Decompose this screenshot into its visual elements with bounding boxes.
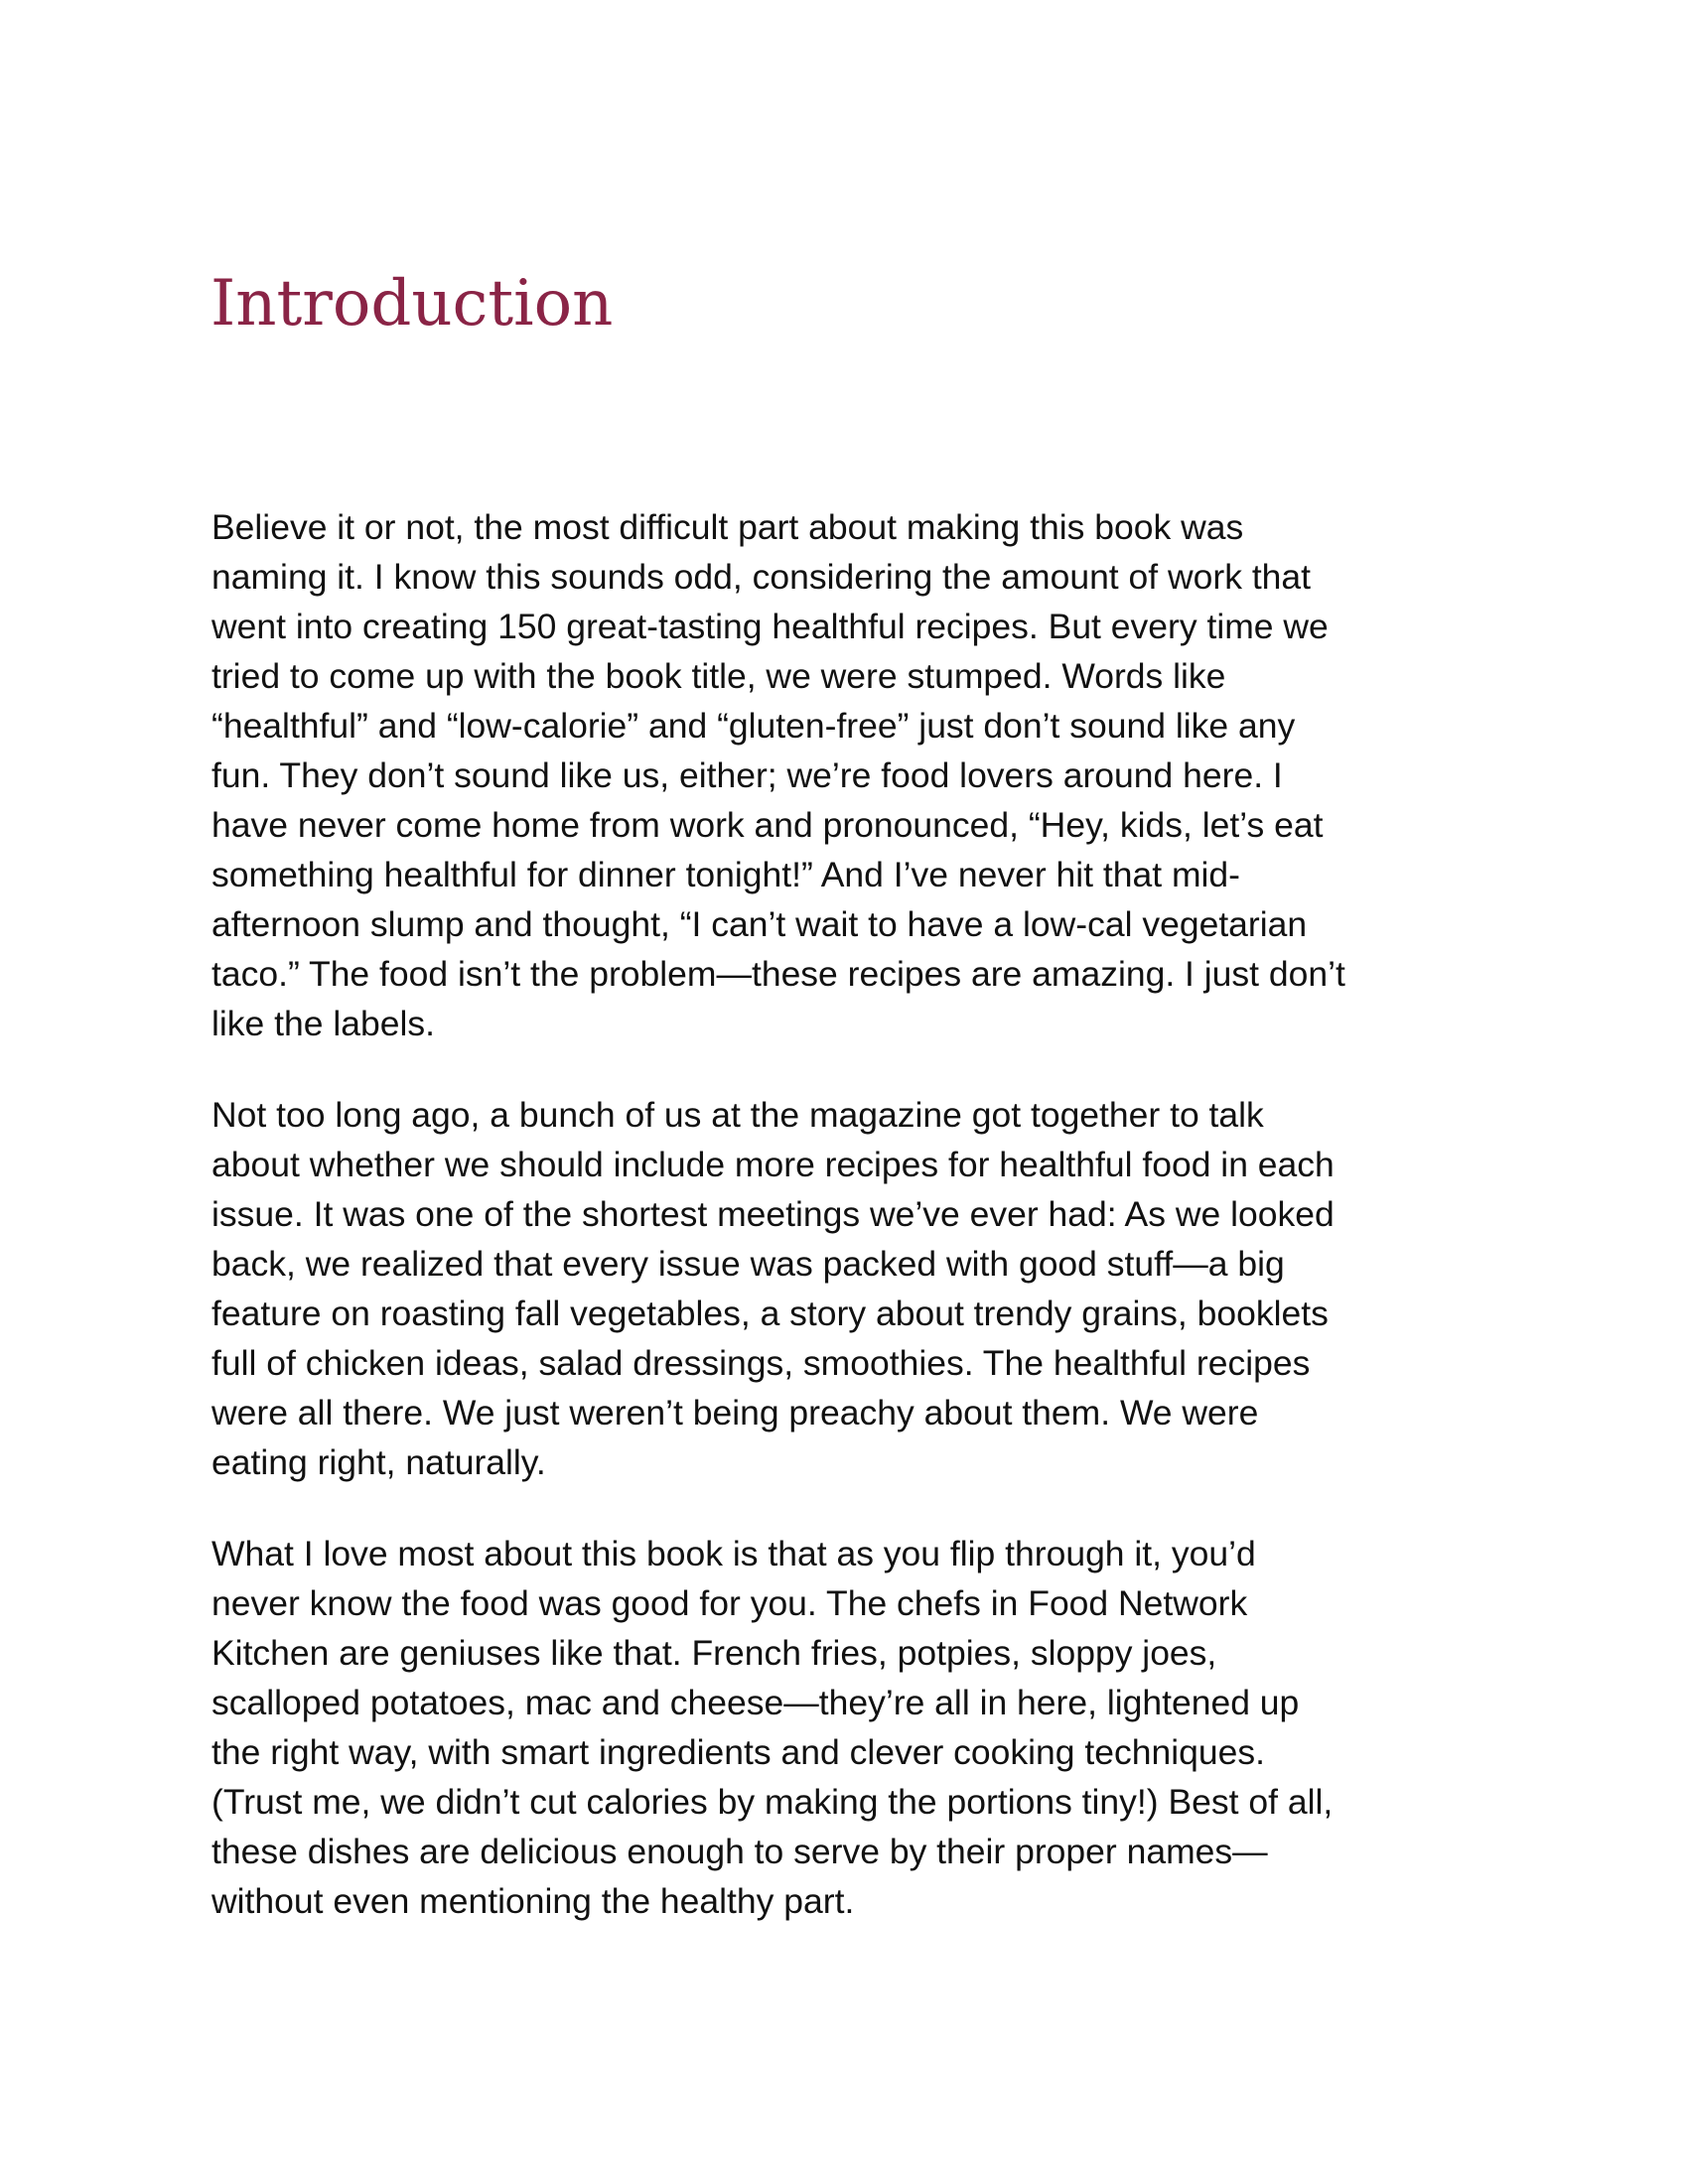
text-line: something healthful for dinner tonight!” And I’ve never hit that mid-: [211, 855, 1241, 894]
text-line: never know the food was good for you. The chefs in Food Network: [211, 1583, 1248, 1623]
text-line: scalloped potatoes, mac and cheese—they’re all in here, lightened up: [211, 1683, 1300, 1722]
text-line: without even mentioning the healthy part.: [211, 1881, 855, 1921]
text-line: fun. They don’t sound like us, either; we’re food lovers around here. I: [211, 755, 1283, 795]
text-line: feature on roasting fall vegetables, a story about trendy grains, booklets: [211, 1294, 1329, 1333]
text-line: naming it. I know this sounds odd, considering the amount of work that: [211, 557, 1312, 597]
text-line: taco.” The food isn’t the problem—these recipes are amazing. I just don’t: [211, 954, 1345, 994]
text-line: eating right, naturally.: [211, 1442, 546, 1482]
paragraph-1: [211, 502, 1502, 1048]
text-line: like the labels.: [211, 1004, 435, 1043]
text-line: tried to come up with the book title, we were stumped. Words like: [211, 656, 1226, 696]
text-line: these dishes are delicious enough to serve by their proper names—: [211, 1832, 1268, 1871]
text-line: have never come home from work and pronounced, “Hey, kids, let’s eat: [211, 805, 1324, 845]
body-text: [211, 502, 1502, 1968]
text-line: were all there. We just weren’t being preachy about them. We were: [211, 1393, 1259, 1433]
text-line: the right way, with smart ingredients and clever cooking techniques.: [211, 1732, 1265, 1772]
text-line: afternoon slump and thought, “I can’t wait to have a low-cal vegetarian: [211, 904, 1308, 944]
paragraph-2: [211, 1090, 1502, 1487]
text-line: went into creating 150 great-tasting healthful recipes. But every time we: [211, 607, 1329, 646]
text-line: full of chicken ideas, salad dressings, smoothies. The healthful recipes: [211, 1343, 1311, 1383]
text-line: (Trust me, we didn’t cut calories by making the portions tiny!) Best of all,: [211, 1782, 1334, 1822]
text-line: issue. It was one of the shortest meetings we’ve ever had: As we looked: [211, 1194, 1335, 1234]
text-line: “healthful” and “low-calorie” and “gluten-free” just don’t sound like any: [211, 706, 1296, 746]
page-title: Introduction: [211, 267, 614, 341]
text-line: What I love most about this book is that as you flip through it, you’d: [211, 1534, 1256, 1573]
text-line: about whether we should include more recipes for healthful food in each: [211, 1145, 1335, 1184]
text-line: Not too long ago, a bunch of us at the magazine got together to talk: [211, 1095, 1264, 1135]
paragraph-3: [211, 1529, 1502, 1926]
text-line: Believe it or not, the most difficult part about making this book was: [211, 507, 1244, 547]
text-line: back, we realized that every issue was packed with good stuff—a big: [211, 1244, 1285, 1284]
text-line: Kitchen are geniuses like that. French fries, potpies, sloppy joes,: [211, 1633, 1217, 1673]
